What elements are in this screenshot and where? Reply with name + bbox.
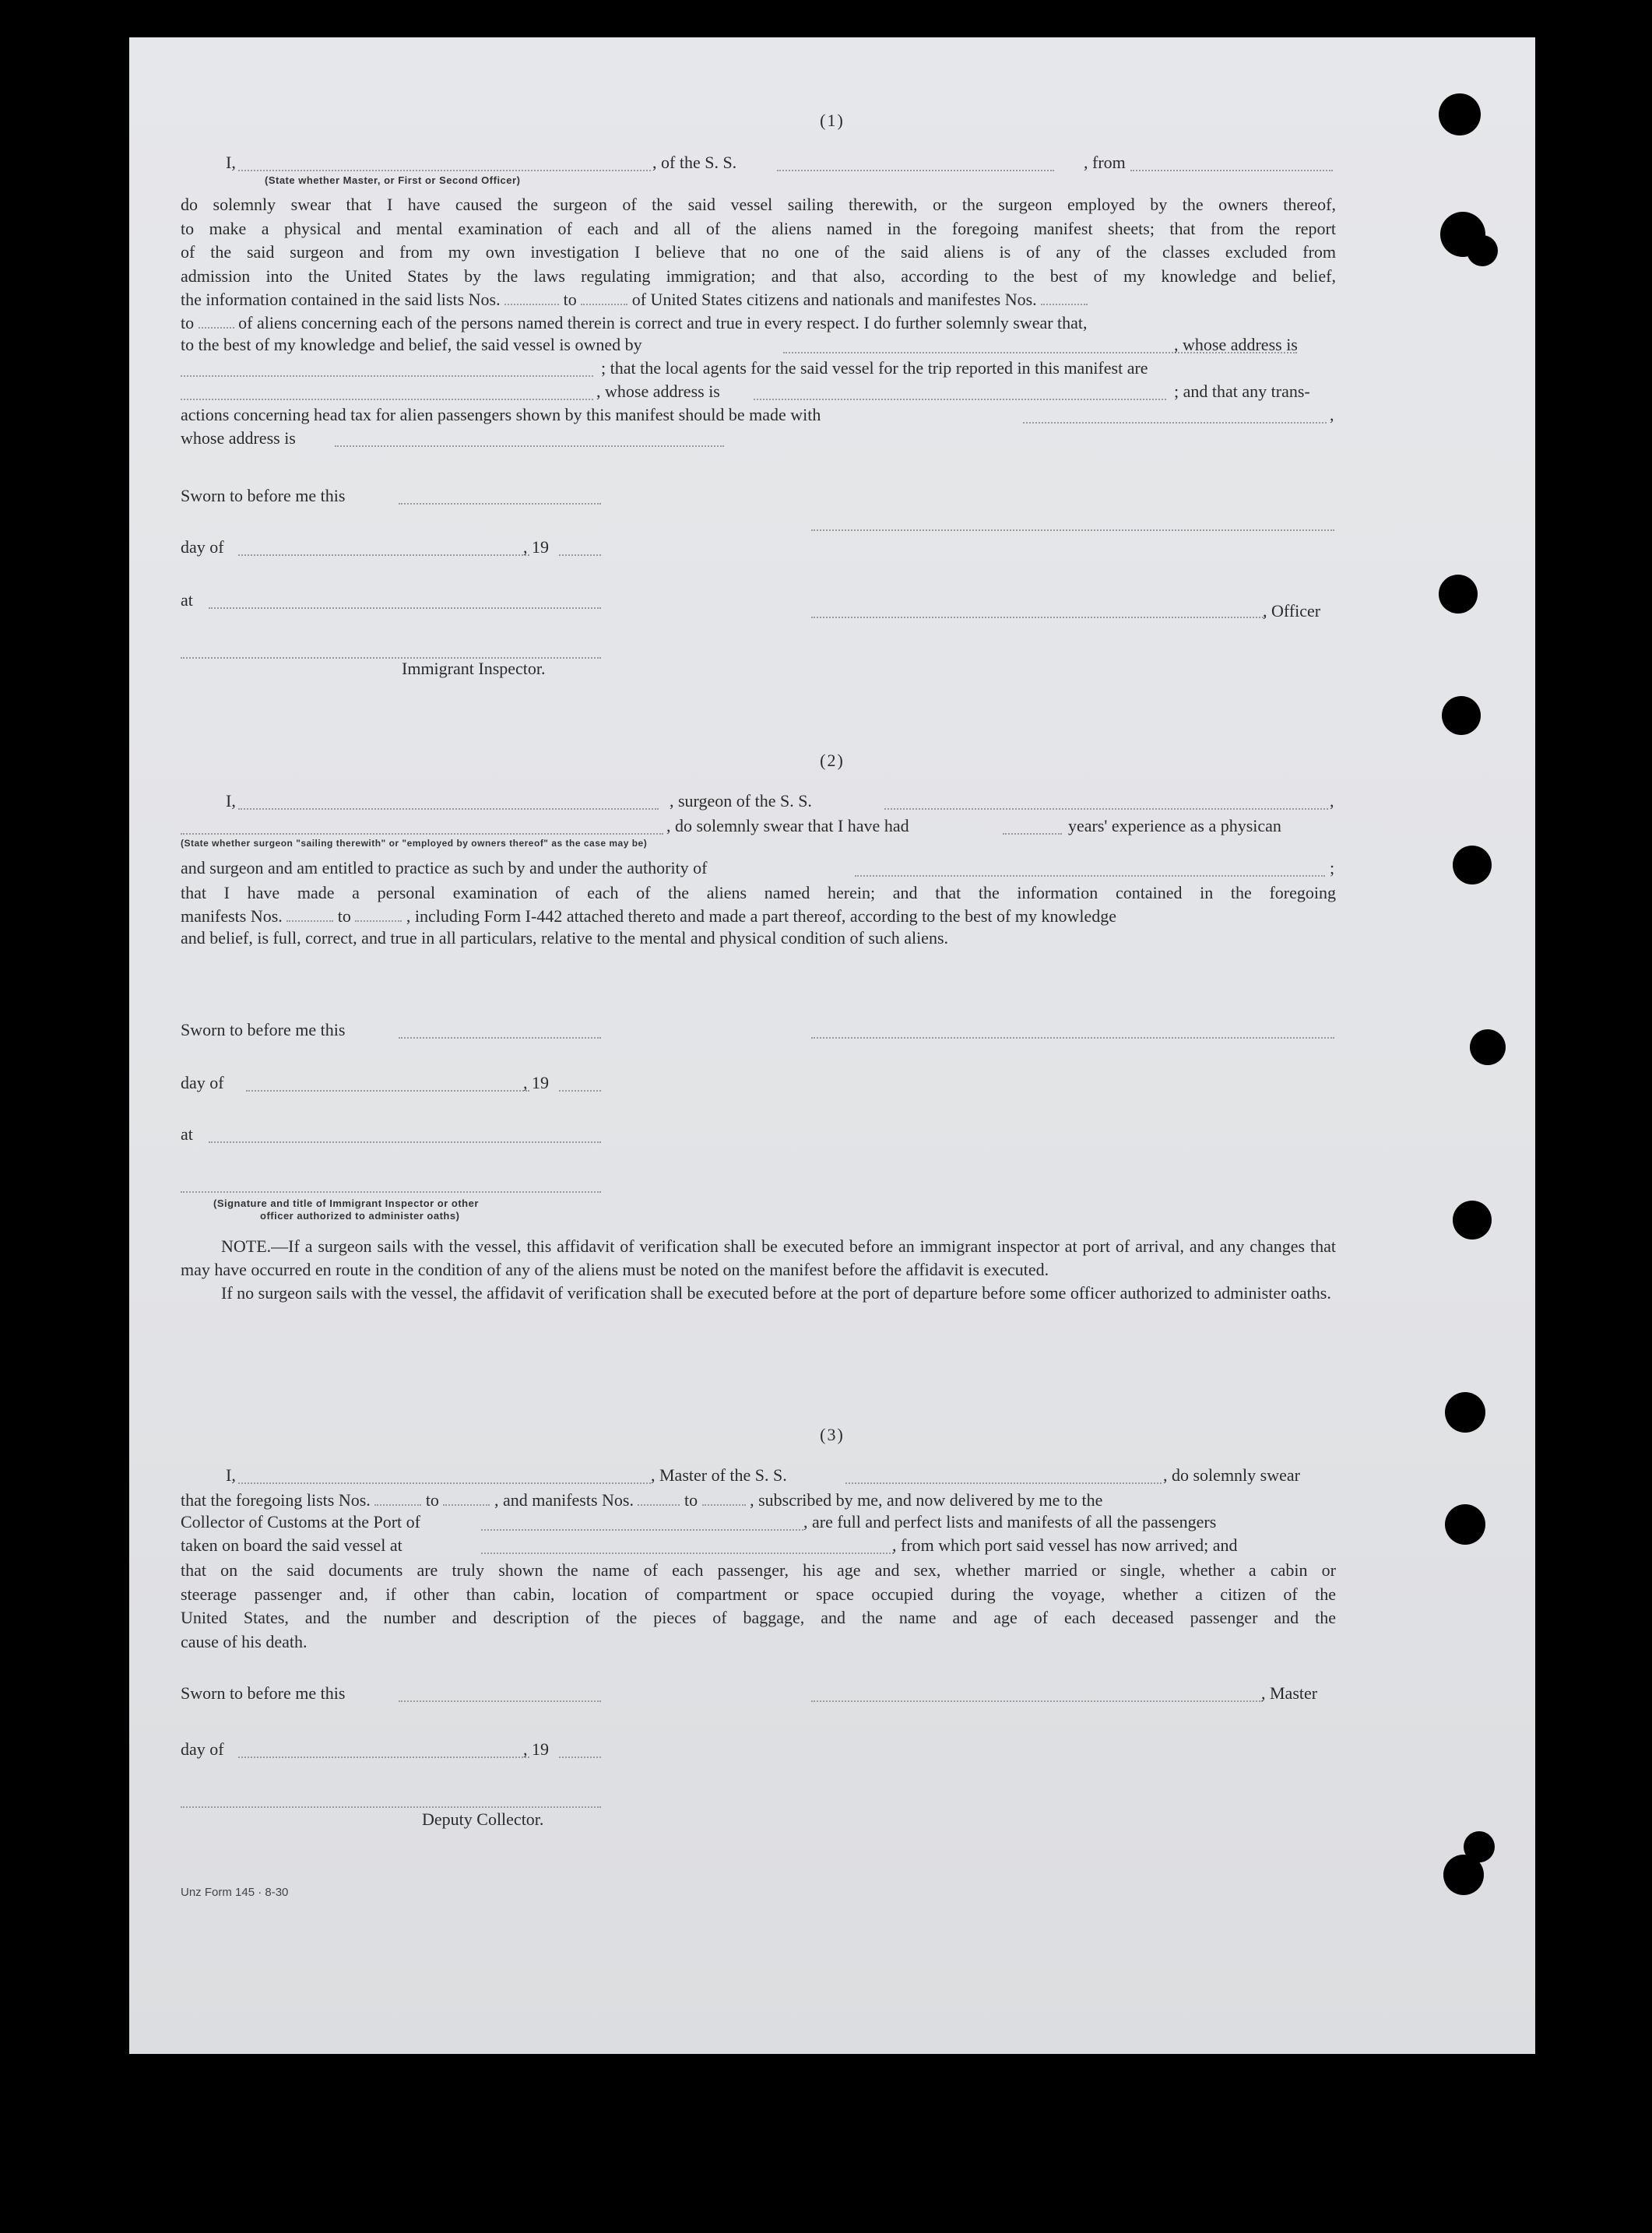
s3-departure-blank[interactable]	[481, 1553, 894, 1554]
s1-line-to: to of aliens concerning each of the persons named therein is correct and true in every respect. I do further solemnly swear that,	[181, 313, 1088, 332]
binder-hole	[1453, 846, 1492, 884]
s2-years-blank[interactable]	[1003, 833, 1062, 835]
s3-master-label: , Master of the S. S.	[651, 1465, 787, 1485]
s3-port-label: Collector of Customs at the Port of	[181, 1512, 420, 1531]
s3-sworn-label: Sworn to before me this	[181, 1683, 346, 1703]
s1-inspector-label: Immigrant Inspector.	[402, 659, 546, 678]
s1-caption-master: (State whether Master, or First or Second Officer)	[265, 174, 521, 186]
s2-years-label: years' experience as a physican	[1068, 816, 1281, 835]
s3-collector-blank[interactable]	[181, 1806, 601, 1808]
s3-master-name-blank[interactable]	[238, 1482, 651, 1484]
s2-day-of-label: day of	[181, 1073, 224, 1092]
s2-year-blank[interactable]	[559, 1090, 601, 1092]
s1-actions-label: actions concerning head tax for alien passengers shown by this manifest should be made with	[181, 405, 821, 424]
s2-ship-blank[interactable]	[884, 808, 1328, 810]
s2-signature-blank[interactable]	[811, 1037, 1334, 1039]
s1-i-label: I,	[226, 153, 236, 172]
s3-collector-label: Deputy Collector.	[422, 1809, 544, 1829]
s1-at-blank[interactable]	[209, 607, 601, 609]
s2-note-2: If no surgeon sails with the vessel, the affidavit of verification shall be executed before at the port of departure before some officer authorized to administer oaths.	[221, 1283, 1331, 1303]
s1-owner-address-label: , whose address is	[1174, 335, 1298, 354]
binder-hole	[1439, 575, 1478, 614]
s3-day-of-label: day of	[181, 1739, 224, 1759]
s2-authority-blank[interactable]	[855, 875, 1325, 877]
s1-owner-address-blank[interactable]	[181, 375, 593, 377]
s2-surgeon-name-blank[interactable]	[238, 808, 659, 810]
form-page	[129, 37, 1535, 2054]
s1-officer-label: , Officer	[1263, 601, 1321, 621]
s1-day-of-label: day of	[181, 537, 224, 557]
s2-i-label: I,	[226, 791, 236, 811]
s3-i-label: I,	[226, 1465, 236, 1485]
s1-officer-sign-blank[interactable]	[811, 617, 1266, 618]
binder-hole	[1453, 1201, 1492, 1240]
s1-agents-blank[interactable]	[181, 399, 593, 400]
s2-swear-label: , do solemnly swear that I have had	[666, 816, 909, 835]
s1-sworn-label: Sworn to before me this	[181, 486, 346, 505]
s1-manifests-to-blank[interactable]	[199, 315, 234, 329]
binder-hole	[1470, 1029, 1506, 1065]
s2-note	[181, 1235, 1336, 1305]
section-3-number: (3)	[820, 1425, 845, 1444]
s2-line6: and belief, is full, correct, and true in all particulars, relative to the mental and physical condition of such aliens.	[181, 928, 949, 948]
binder-hole	[1439, 93, 1481, 135]
s1-owned-label: to the best of my knowledge and belief, the said vessel is owned by	[181, 335, 642, 354]
s1-manifests-blank[interactable]	[1041, 291, 1088, 305]
s1-paragraph: do solemnly swear that I have caused the surgeon of the said vessel sailing therewith, or the surgeon employed by the owners thereof, to make a physical and mental examination of each and all of the aliens named in the foregoing manifest sheets; that from the report of the said surgeon and from my own investigation I believe that no one of the said aliens is of any of the classes excluded from admission into the United States by the laws regulating immigration; and that also, according to the best of my knowledge and belief,	[181, 195, 1336, 286]
s3-year-label: , 19	[523, 1739, 549, 1759]
s2-line4: that I have made a personal examination of each of the aliens named herein; and that the information contained in the foregoing	[181, 883, 1336, 902]
s1-officer-blank[interactable]	[238, 170, 651, 171]
s1-year-label: , 19	[523, 537, 549, 557]
s3-line2: that the foregoing lists Nos. to , and manifests Nos. to , subscribed by me, and now delivered by me to the	[181, 1490, 1103, 1510]
s2-comma: ,	[1330, 791, 1334, 811]
s1-signature-blank[interactable]	[811, 529, 1334, 531]
s2-year-label: , 19	[523, 1073, 549, 1092]
s1-agents-address-label: , whose address is	[596, 382, 720, 401]
s1-lists-from-blank[interactable]	[504, 291, 559, 305]
s2-at-blank[interactable]	[209, 1141, 601, 1143]
s2-line5: manifests Nos. to , including Form I-442 attached thereto and made a part thereof, according to the best of my knowledge	[181, 906, 1116, 926]
s3-sworn-blank[interactable]	[399, 1700, 601, 1702]
binder-hole	[1467, 235, 1498, 266]
s2-manifests-from-blank[interactable]	[286, 908, 333, 922]
s3-paragraph: that on the said documents are truly shown the name of each passenger, his age and sex, whether married or single, whether a cabin or steerage passenger and, if other than cabin, location of compartment or space occupied during the voyage, whether a citizen of the United States, and the number and description of the pieces of baggage, and the name and age of each deceased passenger and the cause of his death.	[181, 1560, 1336, 1651]
s3-port-blank[interactable]	[481, 1529, 803, 1531]
s3-lists-to-blank[interactable]	[443, 1492, 490, 1506]
s3-day-blank[interactable]	[238, 1757, 529, 1758]
s1-of-ss-label: , of the S. S.	[652, 153, 737, 172]
s3-taken-label: taken on board the said vessel at	[181, 1535, 402, 1555]
s2-at-label: at	[181, 1124, 193, 1144]
s1-head-tax-blank[interactable]	[1023, 422, 1327, 424]
s3-swear-label: , do solemnly swear	[1163, 1465, 1300, 1485]
s2-surgeon-label: , surgeon of the S. S.	[670, 791, 812, 811]
s1-sworn-blank[interactable]	[399, 503, 601, 505]
s2-semicolon: ;	[1330, 858, 1335, 877]
binder-hole	[1464, 1831, 1495, 1862]
s2-caption-sig2: officer authorized to administer oaths)	[260, 1210, 460, 1222]
s3-arrived-label: , from which port said vessel has now arrived; and	[892, 1535, 1238, 1555]
s2-surgeon-type-blank[interactable]	[181, 833, 663, 835]
binder-hole	[1442, 696, 1481, 735]
s3-manifests-to-blank[interactable]	[702, 1492, 746, 1506]
s1-lists-to-blank[interactable]	[581, 291, 627, 305]
s2-caption-sig1: (Signature and title of Immigrant Inspector or other	[213, 1197, 479, 1209]
s3-manifests-from-blank[interactable]	[638, 1492, 680, 1506]
s3-ship-blank[interactable]	[845, 1482, 1162, 1484]
s1-day-blank[interactable]	[238, 554, 529, 556]
s1-last-label: whose address is	[181, 428, 296, 448]
section-2-number: (2)	[820, 751, 845, 770]
s1-year-blank[interactable]	[559, 554, 601, 556]
s1-agents-address-blank[interactable]	[754, 399, 1166, 400]
s3-master-sign-label: , Master	[1261, 1683, 1318, 1703]
s1-trans-label: ; and that any trans-	[1174, 382, 1310, 401]
s1-agents-label: ; that the local agents for the said vessel for the trip reported in this manifest are	[601, 358, 1148, 378]
s2-authority-label: and surgeon and am entitled to practice as such by and under the authority of	[181, 858, 708, 877]
s1-from-blank[interactable]	[1130, 170, 1333, 171]
binder-hole	[1445, 1504, 1485, 1545]
s3-master-sign-blank[interactable]	[811, 1700, 1263, 1702]
s1-line-info: the information contained in the said lists Nos. to of United States citizens and nationals and manifestes Nos.	[181, 288, 1336, 311]
s2-day-blank[interactable]	[246, 1090, 529, 1092]
section-1-number: (1)	[820, 111, 845, 130]
s1-head-tax-address-blank[interactable]	[335, 445, 724, 447]
s1-from-label: , from	[1084, 153, 1126, 172]
binder-hole	[1445, 1392, 1485, 1433]
s2-caption-surgeon: (State whether surgeon "sailing therewith" or "employed by owners thereof" as the case may be)	[181, 838, 648, 849]
s3-lists-label: , are full and perfect lists and manifests of all the passengers	[803, 1512, 1217, 1531]
s2-sworn-label: Sworn to before me this	[181, 1020, 346, 1039]
s1-ship-blank[interactable]	[777, 170, 1054, 171]
s2-inspector-sign-blank[interactable]	[181, 1191, 601, 1193]
form-number: Unz Form 145 · 8-30	[181, 1886, 289, 1899]
s3-lists-from-blank[interactable]	[374, 1492, 421, 1506]
s1-actions-comma: ,	[1330, 405, 1334, 424]
s2-manifests-to-blank[interactable]	[355, 908, 402, 922]
s1-at-label: at	[181, 590, 193, 610]
s2-note-1: NOTE.—If a surgeon sails with the vessel, this affidavit of verification shall be executed before an immigrant inspector at port of arrival, and any changes that may have occurred en route in the condition of any of the aliens must be noted on the manifest before the affidavit is executed.	[181, 1236, 1336, 1279]
s2-sworn-blank[interactable]	[399, 1037, 601, 1039]
s3-year-blank[interactable]	[559, 1757, 601, 1758]
